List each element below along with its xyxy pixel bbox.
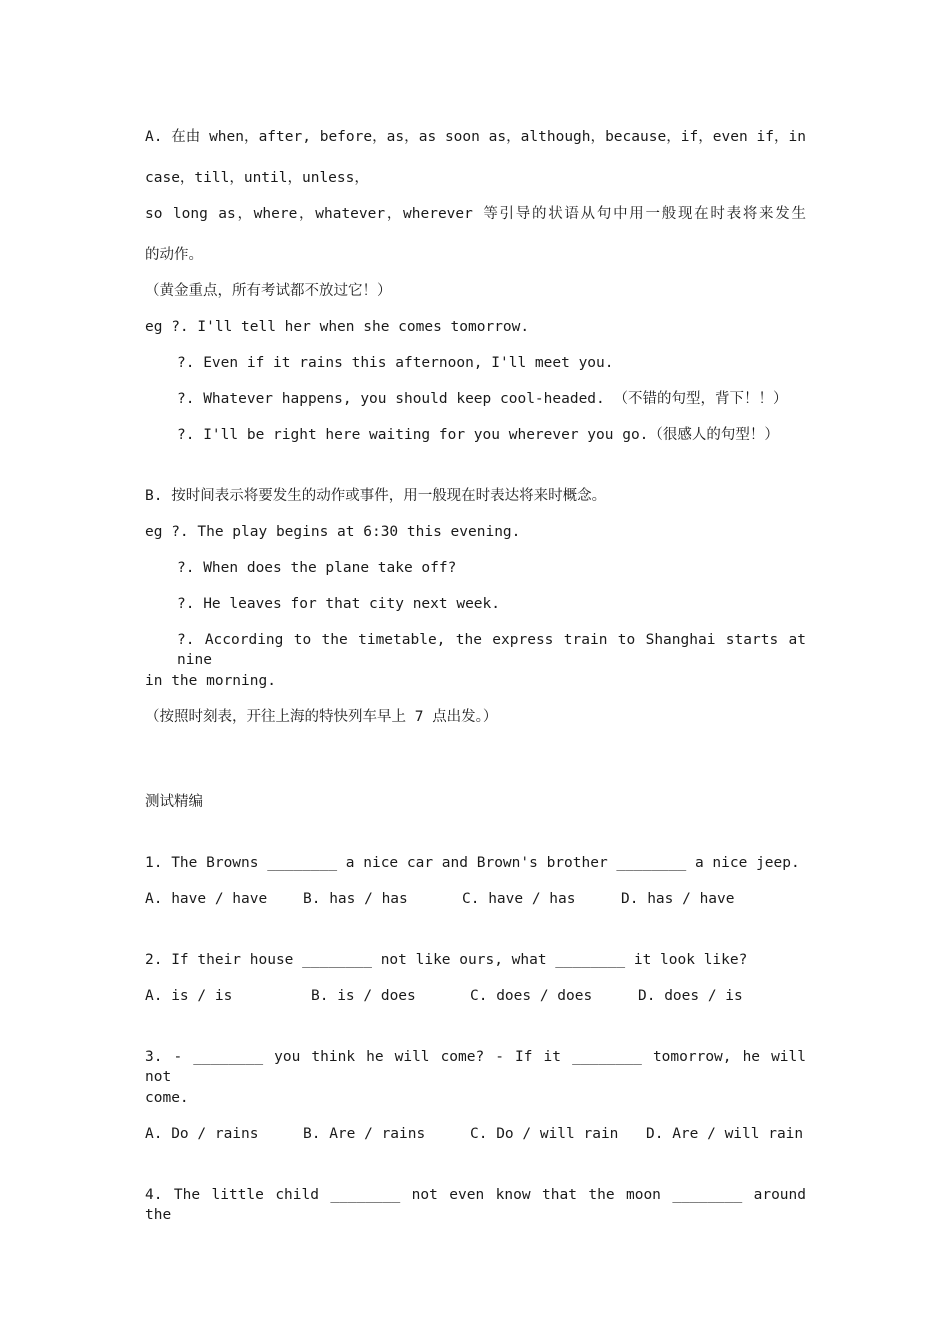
q2-option-d: D. does / is xyxy=(638,988,743,1004)
q2-option-a: A. is / is xyxy=(145,988,233,1004)
q2-stem: 2. If their house ________ not like ours, what ________ it look like? xyxy=(145,952,748,968)
section-b-example-4-cont: in the morning. xyxy=(145,673,276,689)
section-a-line-3: so long as，where，whatever，wherever 等引导的状语从句中用一般现在时表将来发生 xyxy=(145,206,806,222)
section-b-example-2: ?. When does the plane take off? xyxy=(177,560,457,576)
q1-option-b: B. has / has xyxy=(303,891,408,907)
q1-option-c: C. have / has xyxy=(462,891,576,907)
q3-option-d: D. Are / will rain xyxy=(646,1126,804,1142)
q2-option-b: B. is / does xyxy=(311,988,416,1004)
q3-option-a: A. Do / rains xyxy=(145,1126,259,1142)
q3-stem: 3. - ________ you think he will come? - If it ________ tomorrow, he will not xyxy=(145,1049,806,1085)
section-a-line-1: A. 在由 when，after, before，as，as soon as，although，because，if，even if，in xyxy=(145,129,806,145)
q3-stem-cont: come. xyxy=(145,1090,189,1106)
section-a-example-3: ?. Whatever happens, you should keep cool-headed. （不错的句型，背下！！） xyxy=(177,391,788,407)
section-b-line-1: B. 按时间表示将要发生的动作或事件，用一般现在时表达将来时概念。 xyxy=(145,488,607,504)
section-a-example-2: ?. Even if it rains this afternoon, I'll meet you. xyxy=(177,355,614,371)
q1-option-a: A. have / have xyxy=(145,891,268,907)
section-a-example-1: eg ?. I'll tell her when she comes tomorrow. xyxy=(145,319,530,335)
section-a-example-4: ?. I'll be right here waiting for you wherever you go.（很感人的句型！） xyxy=(177,427,779,443)
section-a-line-4: 的动作。 xyxy=(145,247,203,263)
q1-stem: 1. The Browns ________ a nice car and Brown's brother ________ a nice jeep. xyxy=(145,855,800,871)
q4-stem: 4. The little child ________ not even know that the moon ________ around the xyxy=(145,1187,806,1223)
section-b-example-4: ?. According to the timetable, the express train to Shanghai starts at nine xyxy=(177,632,806,668)
section-b-example-3: ?. He leaves for that city next week. xyxy=(177,596,501,612)
q3-option-c: C. Do / will rain xyxy=(470,1126,619,1142)
section-a-note: （黄金重点，所有考试都不放过它！） xyxy=(145,283,392,299)
section-a-line-2: case，till，until，unless， xyxy=(145,170,369,186)
test-title: 测试精编 xyxy=(145,794,203,810)
section-b-example-1: eg ?. The play begins at 6:30 this evening. xyxy=(145,524,521,540)
q3-option-b: B. Are / rains xyxy=(303,1126,426,1142)
q2-option-c: C. does / does xyxy=(470,988,593,1004)
q1-option-d: D. has / have xyxy=(621,891,735,907)
section-b-translation: （按照时刻表，开往上海的特快列车早上 7 点出发。） xyxy=(145,709,498,725)
